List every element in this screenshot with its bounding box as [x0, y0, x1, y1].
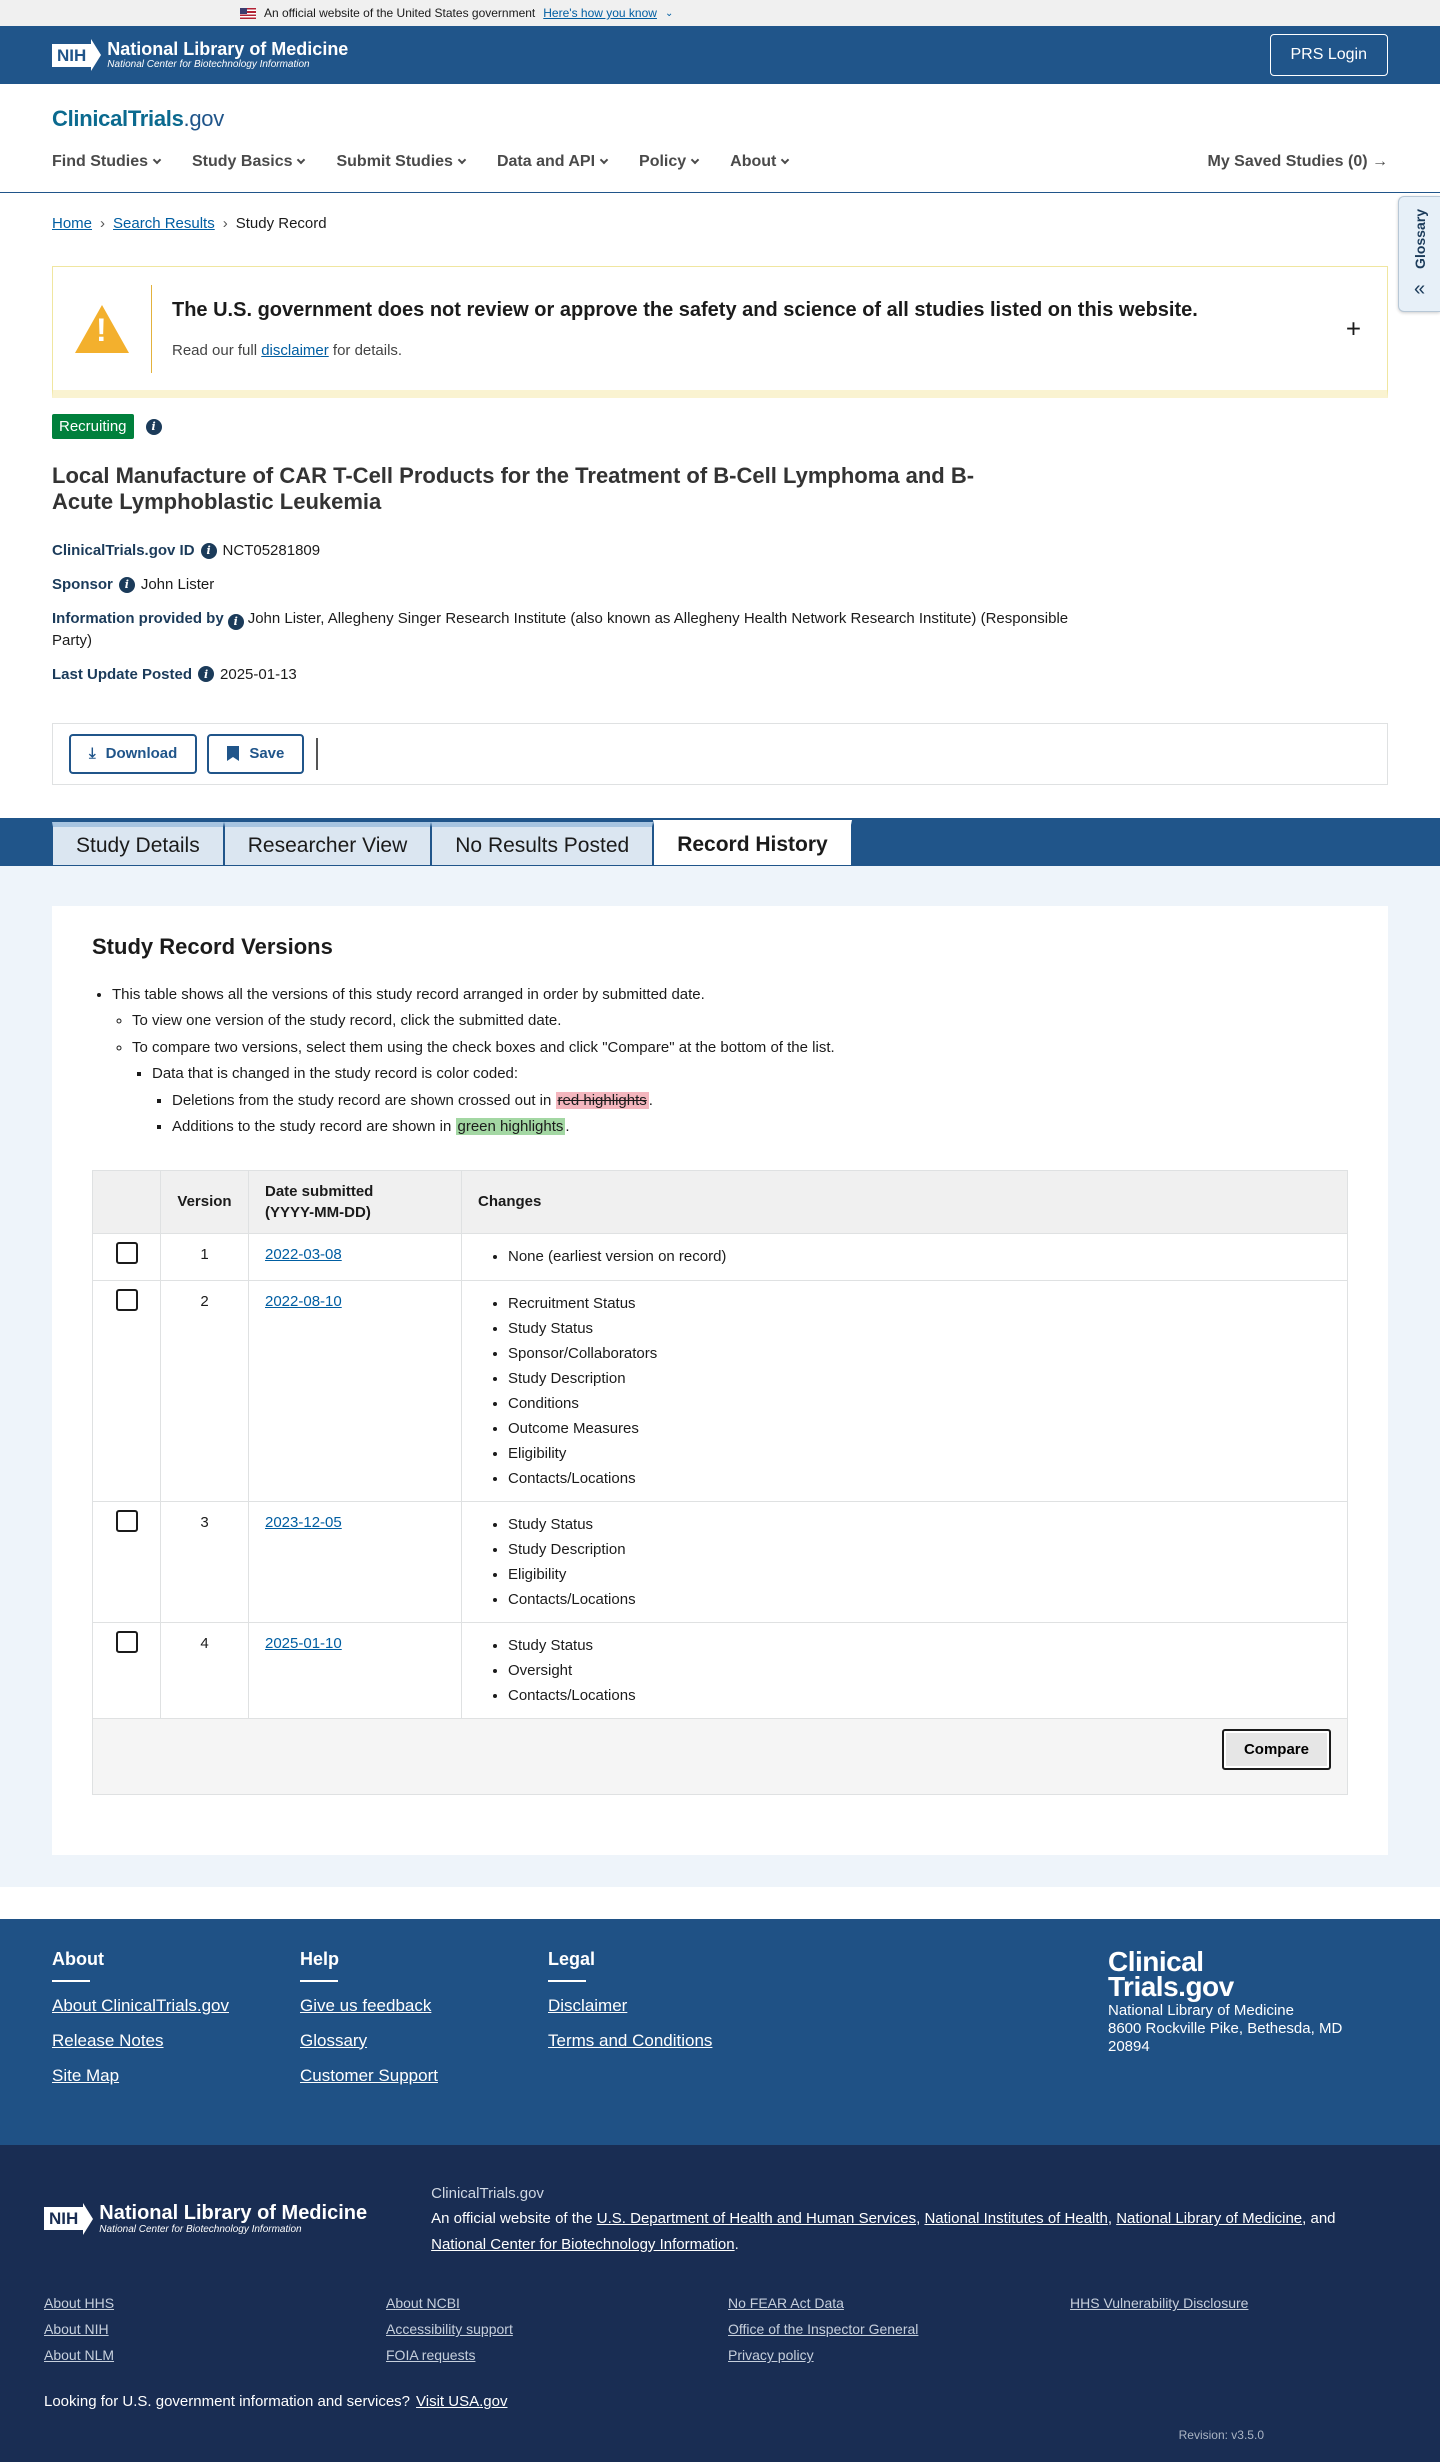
gov-banner [0, 0, 1440, 26]
footer-link-terms[interactable]: Terms and Conditions [548, 2030, 713, 2050]
divider [316, 738, 318, 770]
table-row [93, 1233, 1348, 1280]
change-item: • Study Description [508, 1366, 1331, 1391]
versions-table [92, 1170, 1348, 1795]
legend-text: . [565, 1118, 570, 1136]
link-hhs-vulnerability[interactable]: HHS Vulnerability Disclosure [1070, 2295, 1249, 2312]
chevron-down-icon: ⌄ [664, 7, 674, 19]
expand-plus-icon[interactable]: + [1345, 313, 1361, 343]
tab-researcher-view[interactable]: Researcher View [224, 822, 432, 866]
usa-gov-row [44, 2393, 1396, 2410]
disclaimer-title: The U.S. government does not review or approve the safety and science of all studies listed on this website. [172, 298, 1198, 321]
disclaimer-text [172, 342, 1198, 359]
nlm-link[interactable]: National Library of Medicine [1116, 2210, 1303, 2228]
change-item: • Recruitment Status [508, 1291, 1331, 1316]
version-checkbox[interactable] [116, 1242, 138, 1264]
nav-label: Study Basics [192, 153, 293, 170]
warning-icon [75, 305, 129, 353]
study-title: Local Manufacture of CAR T-Cell Products for the Treatment of B-Cell Lymphoma and B-Acute Lymphoblastic Leukemia [52, 463, 975, 514]
footer-gov-links [44, 2295, 1396, 2363]
change-item: • Conditions [508, 1391, 1331, 1416]
breadcrumb-search-results[interactable]: Search Results [113, 215, 215, 232]
version-checkbox[interactable] [116, 1510, 138, 1532]
footer-link-release-notes[interactable]: Release Notes [52, 2030, 164, 2050]
ncbi-link[interactable]: National Center for Biotechnology Information [431, 2235, 735, 2253]
versions-heading: Study Record Versions [92, 933, 333, 959]
footer-link-glossary[interactable]: Glossary [300, 2030, 368, 2050]
disclaimer-post: for details. [328, 341, 403, 359]
download-button[interactable] [69, 734, 197, 774]
info-icon[interactable]: i [228, 614, 244, 630]
nih-org-sub: National Center for Biotechnology Information [107, 58, 310, 70]
chevron-down-icon [153, 156, 161, 164]
table-row [93, 1501, 1348, 1622]
red-highlight-sample: red highlights [557, 1091, 647, 1109]
checkbox-column-header [93, 1170, 161, 1233]
nav-label: Policy [639, 153, 687, 170]
chevron-right-icon: › [100, 215, 106, 232]
date-header-line1: Date submitted [265, 1182, 374, 1200]
version-date-link[interactable]: 2025-01-10 [265, 1634, 342, 1652]
prs-login-button[interactable]: PRS Login [1270, 34, 1389, 76]
glossary-label: Glossary [1411, 209, 1428, 269]
sponsor-row [52, 574, 1388, 595]
version-date-link[interactable]: 2022-08-10 [265, 1292, 342, 1310]
breadcrumb-current: Study Record [235, 215, 327, 232]
footer-link-feedback[interactable]: Give us feedback [300, 1995, 432, 2015]
nav-label: Find Studies [52, 153, 148, 170]
brand-line1: Clinical [1108, 1945, 1204, 1977]
chevron-down-icon [458, 156, 466, 164]
link-about-nlm[interactable]: About NLM [44, 2347, 115, 2364]
link-no-fear-act[interactable]: No FEAR Act Data [728, 2295, 844, 2312]
compare-button[interactable]: Compare [1222, 1729, 1331, 1770]
footer-brand [1108, 1945, 1343, 2056]
tab-no-results-posted[interactable]: No Results Posted [431, 822, 653, 866]
link-inspector-general[interactable]: Office of the Inspector General [728, 2321, 919, 2338]
version-date-link[interactable]: 2023-12-05 [265, 1513, 342, 1531]
nav-label: About [730, 153, 777, 170]
empty-cell [1070, 2347, 1412, 2363]
info-icon[interactable]: i [119, 577, 135, 593]
last-update-label: Last Update Posted [52, 665, 193, 683]
nih-logo-box: NIH [44, 2207, 83, 2230]
footer-help-heading: Help [300, 1948, 340, 1969]
nav-label: Submit Studies [336, 153, 453, 170]
chevron-down-icon [600, 156, 608, 164]
study-meta [0, 540, 1440, 685]
change-item: • Study Status [508, 1633, 1331, 1658]
link-about-ncbi[interactable]: About NCBI [386, 2295, 460, 2312]
change-item: • Eligibility [508, 1562, 1331, 1587]
change-item: • Eligibility [508, 1441, 1331, 1466]
version-number: 1 [161, 1233, 249, 1280]
nih-org-name: National Library of Medicine [107, 39, 349, 60]
usa-gov-text: Looking for U.S. government information and services? [44, 2393, 411, 2411]
legend-text: . [648, 1091, 653, 1109]
address-line: 20894 [1108, 2038, 1150, 2056]
instruction-item [152, 1061, 1348, 1140]
version-number: 4 [161, 1622, 249, 1718]
info-icon[interactable]: i [201, 543, 217, 559]
chevron-right-icon: › [222, 215, 228, 232]
change-item: • Contacts/Locations [508, 1683, 1331, 1708]
nih-org-name: National Library of Medicine [99, 2201, 368, 2224]
footer-link-site-map[interactable]: Site Map [52, 2065, 120, 2085]
nav-submit-studies[interactable] [336, 153, 464, 171]
version-date-link[interactable]: 2022-03-08 [265, 1245, 342, 1263]
heres-how-you-know-link[interactable]: Here's how you know [543, 6, 657, 20]
glossary-tab[interactable] [1398, 196, 1440, 312]
instruction-item [112, 982, 1348, 1140]
nav-study-basics[interactable] [192, 153, 304, 171]
usa-gov-link[interactable]: Visit USA.gov [416, 2393, 508, 2411]
footer-nih-logo[interactable] [44, 2181, 367, 2258]
info-icon[interactable]: i [198, 666, 214, 682]
info-icon[interactable]: i [146, 419, 162, 435]
site-header [0, 84, 1440, 193]
footer-about-heading: About [52, 1948, 104, 1969]
study-id-label: ClinicalTrials.gov ID [52, 542, 195, 560]
status-row [0, 398, 1440, 439]
change-item: • Study Status [508, 1512, 1331, 1537]
tab-study-details[interactable]: Study Details [52, 822, 224, 866]
version-number: 3 [161, 1501, 249, 1622]
chevron-down-icon [781, 156, 789, 164]
link-about-hhs[interactable]: About HHS [44, 2295, 115, 2312]
brand-line2: Trials.gov [1108, 1970, 1234, 2002]
footer-legal-heading: Legal [548, 1948, 596, 1969]
table-row [93, 1622, 1348, 1718]
bookmark-icon [227, 746, 239, 761]
legend-text: Additions to the study record are shown in [172, 1118, 456, 1136]
tab-record-history[interactable]: Record History [653, 820, 852, 866]
change-item: • Contacts/Locations [508, 1466, 1331, 1491]
address-line: National Library of Medicine [1108, 2002, 1294, 2020]
divider [548, 1980, 586, 1982]
study-id-value: NCT05281809 [222, 542, 321, 560]
disclaimer-link[interactable]: disclaimer [261, 341, 329, 359]
saved-studies-label: My Saved Studies (0) [1207, 153, 1368, 170]
change-item: • Contacts/Locations [508, 1587, 1331, 1612]
divider [52, 1980, 90, 1982]
last-update-row [52, 664, 1388, 685]
compare-row [93, 1718, 1348, 1794]
change-item: • Oversight [508, 1658, 1331, 1683]
change-item: • None (earliest version on record) [508, 1244, 1331, 1269]
nih-logo-box: NIH [52, 44, 91, 67]
disclaimer-pre: Read our full [172, 341, 262, 359]
nav-label: Data and API [496, 153, 596, 170]
change-item: • Study Description [508, 1537, 1331, 1562]
instruction-text: Data that is changed in the study record is color coded: [152, 1065, 519, 1083]
official-website-text: ClinicalTrials.gov An official website of the U.S. Department of Health and Human Services, National Institutes of Health, National Library of Medicine, and National Center for Biotechnology Information. [431, 2181, 1359, 2258]
official-pre: An official website of the [431, 2210, 597, 2228]
table-row [93, 1280, 1348, 1501]
instruction-item [132, 1035, 1348, 1140]
link-accessibility[interactable]: Accessibility support [386, 2321, 513, 2338]
link-about-nih[interactable]: About NIH [44, 2321, 109, 2338]
main-nav [52, 132, 1388, 192]
footer-brand-logo[interactable] [1108, 1945, 1342, 2002]
versions-card [52, 906, 1388, 1855]
disclaimer-banner [52, 266, 1388, 398]
instruction-item: ◦ To view one version of the study record, click the submitted date. [132, 1008, 1348, 1034]
study-id-row [52, 540, 1388, 561]
legend-text: Deletions from the study record are shown crossed out in [172, 1091, 556, 1109]
footer-link-disclaimer[interactable]: Disclaimer [548, 1995, 628, 2015]
revision-text: Revision: v3.5.0 [1178, 2427, 1264, 2442]
version-column-header: Version [161, 1170, 249, 1233]
chevron-down-icon [297, 156, 305, 164]
additions-legend [172, 1114, 1348, 1140]
record-history-panel [0, 866, 1440, 1887]
tab-bar [0, 818, 1440, 866]
breadcrumb [0, 193, 1440, 232]
nih-chevron-icon [91, 39, 101, 71]
nih-logo[interactable] [52, 39, 348, 71]
nav-data-api[interactable] [497, 153, 607, 171]
version-checkbox[interactable] [116, 1631, 138, 1653]
download-icon: ⤓ [89, 745, 96, 763]
sponsor-value: John Lister [140, 576, 215, 594]
change-item: • Study Status [508, 1316, 1331, 1341]
address-line: 8600 Rockville Pike, Bethesda, MD [1108, 2020, 1343, 2038]
footer-top [0, 1919, 1440, 2145]
footer-address [1108, 2002, 1342, 2056]
nih-chevron-icon [83, 2203, 93, 2235]
sponsor-label: Sponsor [52, 576, 113, 594]
date-column-header [249, 1170, 462, 1233]
site-logo[interactable] [52, 84, 1388, 132]
footer-legal-column [548, 1949, 796, 2115]
nih-org-sub: National Center for Biotechnology Information [99, 2223, 302, 2235]
change-item: • Sponsor/Collaborators [508, 1341, 1331, 1366]
empty-cell [1070, 2321, 1412, 2337]
gov-banner-text: An official website of the United States government [264, 6, 536, 20]
link-foia[interactable]: FOIA requests [386, 2347, 476, 2364]
divider [300, 1980, 338, 1982]
footer-help-column [300, 1949, 548, 2115]
changes-list [478, 1291, 1331, 1491]
change-item: • Outcome Measures [508, 1416, 1331, 1441]
double-chevron-left-icon: « [1413, 277, 1426, 300]
instruction-text: To compare two versions, select them using the check boxes and click "Compare" at the bottom of the list. [132, 1038, 835, 1056]
changes-list [478, 1633, 1331, 1708]
footer-link-about[interactable]: About ClinicalTrials.gov [52, 1995, 229, 2015]
chevron-down-icon [691, 156, 699, 164]
my-saved-studies-link[interactable] [1208, 153, 1389, 171]
version-checkbox[interactable] [116, 1289, 138, 1311]
info-provided-value: John Lister, Allegheny Singer Research Institute (also known as Allegheny Health Network Research Institute) (Responsible Party) [52, 610, 1069, 649]
download-label: Download [105, 745, 178, 763]
nih-header [0, 26, 1440, 84]
link-privacy[interactable]: Privacy policy [728, 2347, 814, 2364]
green-highlight-sample: green highlights [457, 1118, 564, 1136]
action-bar [52, 723, 1388, 785]
breadcrumb-home[interactable]: Home [52, 215, 93, 232]
changes-list [478, 1512, 1331, 1612]
site-logo-main: ClinicalTrials [52, 106, 184, 131]
date-header-line2: (YYYY-MM-DD) [265, 1203, 371, 1221]
version-number: 2 [161, 1280, 249, 1501]
info-provided-label: Information provided by [52, 610, 224, 628]
footer-link-support[interactable]: Customer Support [300, 2065, 438, 2085]
instruction-text: This table shows all the versions of this study record arranged in order by submitted date. [112, 985, 705, 1003]
site-logo-tld: .gov [183, 106, 224, 131]
arrow-right-icon: → [1372, 153, 1388, 170]
nih-link[interactable]: National Institutes of Health [924, 2210, 1108, 2228]
save-button[interactable] [207, 734, 304, 774]
changes-list [478, 1244, 1331, 1269]
nav-about[interactable] [730, 153, 788, 171]
us-flag-icon [240, 8, 256, 19]
nav-find-studies[interactable] [52, 153, 160, 171]
info-provided-row [52, 608, 1092, 651]
footer-bottom [0, 2145, 1440, 2462]
status-badge: Recruiting [52, 414, 134, 439]
versions-instructions [92, 982, 1348, 1140]
divider [151, 285, 152, 373]
table-header-row [93, 1170, 1348, 1233]
deletions-legend [172, 1088, 1348, 1114]
hhs-link[interactable]: U.S. Department of Health and Human Services [596, 2210, 917, 2228]
footer-site-name: ClinicalTrials.gov [431, 2184, 544, 2202]
last-update-value: 2025-01-13 [220, 665, 297, 683]
nav-policy[interactable] [639, 153, 698, 171]
save-label: Save [249, 745, 285, 763]
footer-about-column [52, 1949, 300, 2115]
changes-column-header: Changes [462, 1170, 1348, 1233]
